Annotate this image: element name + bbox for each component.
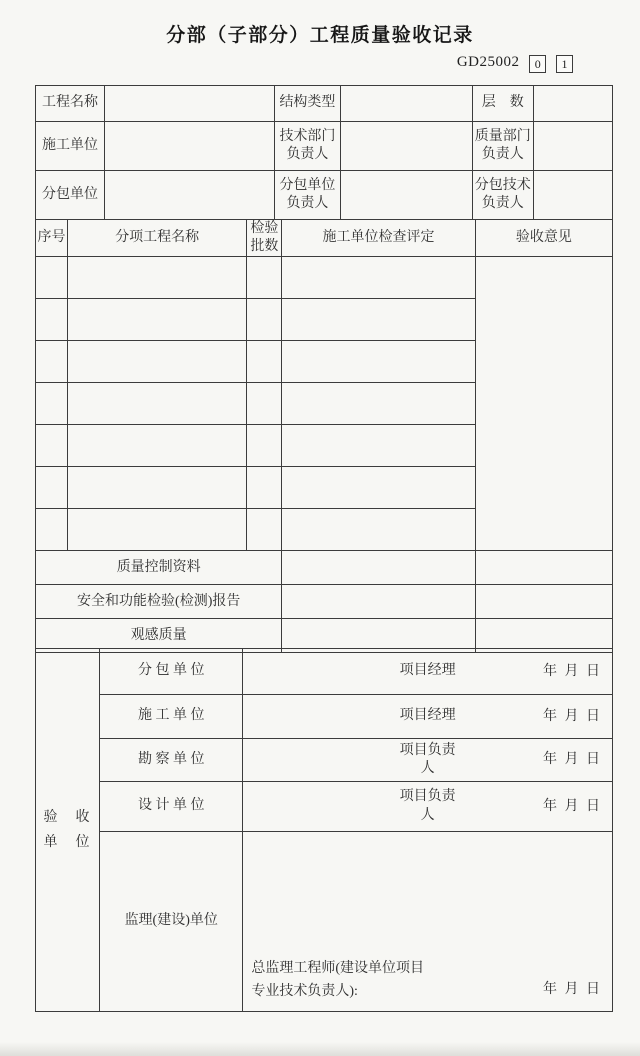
subcontractor-unit-label: 分 包 单 位 (100, 649, 243, 695)
contractor-date-label: 年 月 日 (543, 708, 602, 724)
cell-batch-count (247, 383, 282, 425)
col-header-acceptance-opinion: 验收意见 (475, 220, 612, 257)
tech-dept-head-label: 技术部门负责人 (275, 122, 340, 171)
cell-contractor-check (282, 257, 475, 299)
acceptance-row-subcontractor (36, 649, 613, 695)
info-row-project (36, 86, 613, 122)
cell-seq (36, 467, 68, 509)
acceptance-row-survey (36, 739, 613, 782)
scan-bottom-shade (0, 1042, 640, 1056)
cell-subitem-name (68, 383, 247, 425)
form-code-box-1: 0 (529, 55, 546, 73)
floors-label: 层 数 (472, 86, 533, 122)
cell-seq (36, 383, 68, 425)
cell-contractor-check (282, 425, 475, 467)
cell-batch-count (247, 509, 282, 551)
quality-control-docs-label: 质量控制资料 (36, 551, 282, 585)
cell-batch-count (247, 257, 282, 299)
acceptance-row-contractor (36, 695, 613, 739)
contractor-role-label: 项目经理 (399, 708, 456, 724)
cell-seq (36, 341, 68, 383)
appearance-quality-label: 观感质量 (36, 619, 282, 653)
cell-batch-count (247, 299, 282, 341)
summary-row-quality-control (36, 551, 613, 585)
cell-contractor-check (282, 299, 475, 341)
summary-row-safety-function (36, 585, 613, 619)
form-code (35, 54, 613, 73)
safety-function-report-check (282, 585, 475, 619)
floors-value (533, 86, 612, 122)
supervisor-unit-label: 监理(建设)单位 (100, 832, 243, 1012)
quality-dept-head-label: 质量部门负责人 (472, 122, 533, 171)
subcontractor-signature-cell (243, 649, 613, 695)
safety-function-report-opinion (475, 585, 612, 619)
tech-dept-head-value (340, 122, 472, 171)
inspection-table (35, 219, 613, 653)
cell-batch-count (247, 425, 282, 467)
subcontractor-tech-head-value (533, 171, 612, 220)
col-header-batch-count: 检验批数 (247, 220, 282, 257)
cell-subitem-name (68, 299, 247, 341)
cell-subitem-name (68, 341, 247, 383)
col-header-contractor-check: 施工单位检查评定 (282, 220, 475, 257)
col-header-subitem-name: 分项工程名称 (68, 220, 247, 257)
cell-seq (36, 257, 68, 299)
project-name-value (105, 86, 275, 122)
cell-subitem-name (68, 425, 247, 467)
design-unit-label: 设 计 单 位 (100, 782, 243, 832)
form-code-label: GD25002 (456, 54, 520, 70)
contractor-value (105, 122, 275, 171)
form-title: 分部（子部分）工程质量验收记录 (166, 25, 474, 46)
col-header-seq: 序号 (36, 220, 68, 257)
design-date-label: 年 月 日 (543, 798, 602, 814)
contractor-label: 施工单位 (36, 122, 105, 171)
survey-unit-label: 勘 察 单 位 (100, 739, 243, 782)
subcontractor-tech-head-label: 分包技术负责人 (472, 171, 533, 220)
cell-seq (36, 509, 68, 551)
cell-contractor-check (282, 383, 475, 425)
subcontractor-date-label: 年 月 日 (543, 663, 602, 679)
supervisor-date-label: 年 月 日 (543, 981, 602, 997)
contractor-signature-cell (243, 695, 613, 739)
subcontractor-label: 分包单位 (36, 171, 105, 220)
inspection-empty-row (36, 257, 613, 299)
survey-date-label: 年 月 日 (543, 751, 602, 767)
cell-contractor-check (282, 467, 475, 509)
structure-type-label: 结构类型 (275, 86, 340, 122)
quality-control-docs-check (282, 551, 475, 585)
subcontractor-head-value (340, 171, 472, 220)
project-name-label: 工程名称 (36, 86, 105, 122)
quality-control-docs-opinion (475, 551, 612, 585)
structure-type-value (340, 86, 472, 122)
acceptance-row-supervisor (36, 832, 613, 1012)
cell-subitem-name (68, 467, 247, 509)
acceptance-row-design (36, 782, 613, 832)
supervisor-signature-cell (243, 832, 613, 1012)
cell-subitem-name (68, 509, 247, 551)
inspection-header-row (36, 220, 613, 257)
project-info-table (35, 85, 613, 220)
survey-signature-cell (243, 739, 613, 782)
cell-batch-count (247, 341, 282, 383)
cell-batch-count (247, 467, 282, 509)
acceptance-unit-side-label (36, 649, 100, 1012)
form-code-box-2: 1 (556, 55, 573, 73)
contractor-unit-label: 施 工 单 位 (100, 695, 243, 739)
cell-contractor-check (282, 341, 475, 383)
subcontractor-head-label: 分包单位负责人 (275, 171, 340, 220)
design-role-label: 项目负责人 (399, 789, 456, 823)
survey-role-label: 项目负责人 (399, 742, 456, 776)
acceptance-side-label-line2: 单 位 (43, 835, 92, 850)
chief-supervisor-signer-label: 总监理工程师(建设单位项目专业技术负责人): (251, 961, 425, 999)
cell-acceptance-opinion-merged (475, 257, 612, 551)
cell-contractor-check (282, 509, 475, 551)
acceptance-side-label-line1: 验 收 (43, 809, 92, 825)
design-signature-cell (243, 782, 613, 832)
subcontractor-role-label: 项目经理 (399, 663, 456, 679)
cell-seq (36, 425, 68, 467)
acceptance-table (35, 648, 613, 1012)
info-row-contractor (36, 122, 613, 171)
quality-dept-head-value (533, 122, 612, 171)
cell-subitem-name (68, 257, 247, 299)
cell-seq (36, 299, 68, 341)
safety-function-report-label: 安全和功能检验(检测)报告 (36, 585, 282, 619)
subcontractor-value (105, 171, 275, 220)
info-row-subcontractor (36, 171, 613, 220)
